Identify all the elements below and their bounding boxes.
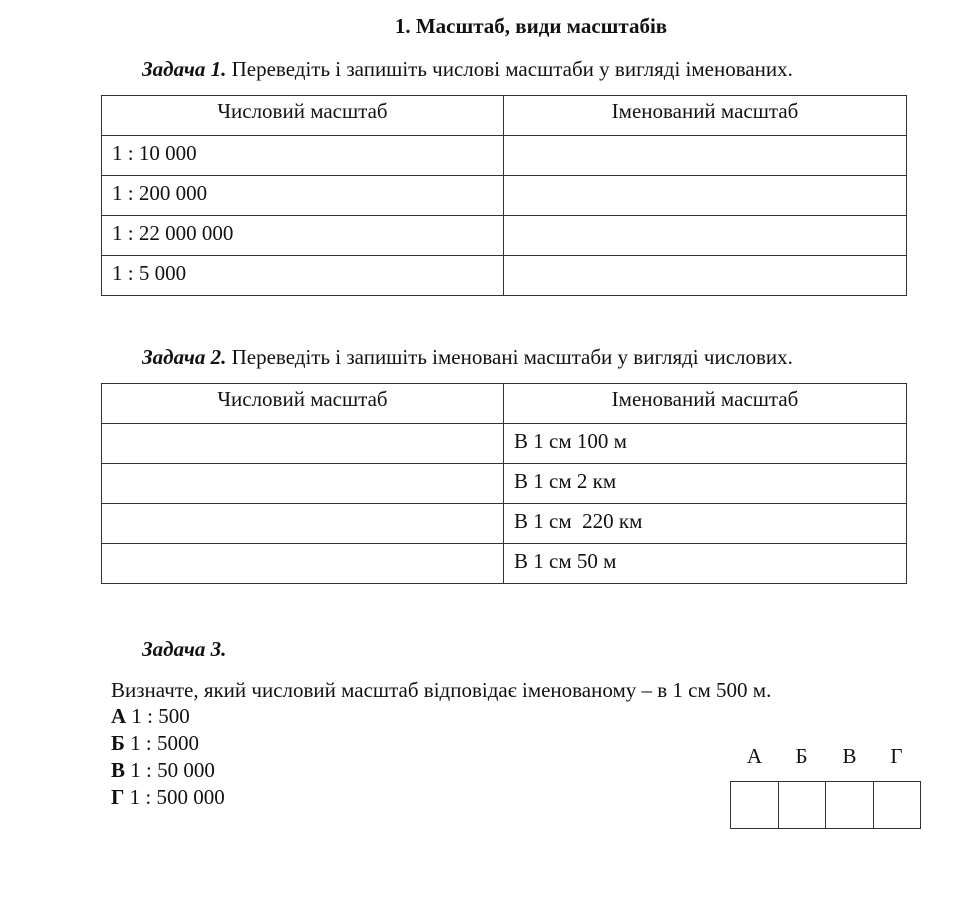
task2-table bbox=[101, 383, 907, 584]
numeric-scale-cell: 1 : 22 000 000 bbox=[102, 216, 504, 256]
numeric-scale-answer-cell[interactable] bbox=[102, 544, 504, 584]
answer-cell-a[interactable] bbox=[731, 782, 779, 828]
numeric-scale-cell: 1 : 10 000 bbox=[102, 136, 504, 176]
option-g[interactable] bbox=[111, 784, 225, 811]
option-b[interactable] bbox=[111, 730, 225, 757]
named-scale-answer-cell[interactable] bbox=[504, 136, 907, 176]
option-v[interactable] bbox=[111, 757, 225, 784]
task2-label: Задача 2. bbox=[142, 345, 227, 369]
table-header-row bbox=[102, 96, 907, 136]
answer-header-v: В bbox=[842, 744, 857, 768]
named-scale-answer-cell[interactable] bbox=[504, 176, 907, 216]
answer-header-g: Г bbox=[890, 744, 903, 768]
option-letter: Б bbox=[111, 731, 125, 755]
answer-header-b: Б bbox=[795, 744, 808, 768]
table-header-numeric: Числовий масштаб bbox=[102, 384, 504, 424]
table-header-numeric: Числовий масштаб bbox=[102, 96, 504, 136]
table-row bbox=[102, 256, 907, 296]
numeric-scale-cell: 1 : 200 000 bbox=[102, 176, 504, 216]
numeric-scale-cell: 1 : 5 000 bbox=[102, 256, 504, 296]
option-text: 1 : 500 000 bbox=[124, 785, 225, 809]
answer-cell-g[interactable] bbox=[874, 782, 921, 828]
page-title: 1. Масштаб, види масштабів bbox=[394, 14, 668, 38]
task3-options bbox=[111, 703, 225, 811]
table-row bbox=[102, 464, 907, 504]
numeric-scale-answer-cell[interactable] bbox=[102, 464, 504, 504]
table-row bbox=[102, 216, 907, 256]
task1-text: Переведіть і запишіть числові масштаби у вигляді іменованих. bbox=[226, 57, 793, 81]
answer-header-a: А bbox=[746, 744, 763, 768]
table-row bbox=[102, 504, 907, 544]
named-scale-cell: В 1 см 100 м bbox=[504, 424, 907, 464]
task3-question: Визначте, який числовий масштаб відповідає іменованому – в 1 см 500 м. bbox=[111, 678, 772, 702]
task3-label: Задача 3. bbox=[142, 637, 227, 661]
task1-table bbox=[101, 95, 907, 296]
table-row bbox=[102, 136, 907, 176]
task2-text: Переведіть і запишіть іменовані масштаби у вигляді числових. bbox=[226, 345, 793, 369]
option-letter: В bbox=[111, 758, 126, 782]
table-row bbox=[102, 544, 907, 584]
option-letter: Г bbox=[111, 785, 125, 809]
option-text: 1 : 50 000 bbox=[125, 758, 215, 782]
answer-cell-b[interactable] bbox=[779, 782, 827, 828]
named-scale-cell: В 1 см 2 км bbox=[504, 464, 907, 504]
option-a[interactable] bbox=[111, 703, 225, 730]
task1-heading bbox=[142, 57, 793, 82]
table-header-named: Іменований масштаб bbox=[504, 96, 907, 136]
table-row bbox=[102, 424, 907, 464]
option-text: 1 : 500 bbox=[126, 704, 190, 728]
numeric-scale-answer-cell[interactable] bbox=[102, 424, 504, 464]
named-scale-cell: В 1 см 220 км bbox=[504, 504, 907, 544]
named-scale-cell: В 1 см 50 м bbox=[504, 544, 907, 584]
task1-label: Задача 1. bbox=[142, 57, 227, 81]
named-scale-answer-cell[interactable] bbox=[504, 256, 907, 296]
named-scale-answer-cell[interactable] bbox=[504, 216, 907, 256]
option-text: 1 : 5000 bbox=[124, 731, 199, 755]
task2-heading bbox=[142, 345, 793, 370]
numeric-scale-answer-cell[interactable] bbox=[102, 504, 504, 544]
table-header-named: Іменований масштаб bbox=[504, 384, 907, 424]
table-row bbox=[102, 176, 907, 216]
table-header-row bbox=[102, 384, 907, 424]
option-letter: А bbox=[111, 704, 127, 728]
answer-cell-v[interactable] bbox=[826, 782, 874, 828]
answer-grid bbox=[730, 781, 921, 829]
